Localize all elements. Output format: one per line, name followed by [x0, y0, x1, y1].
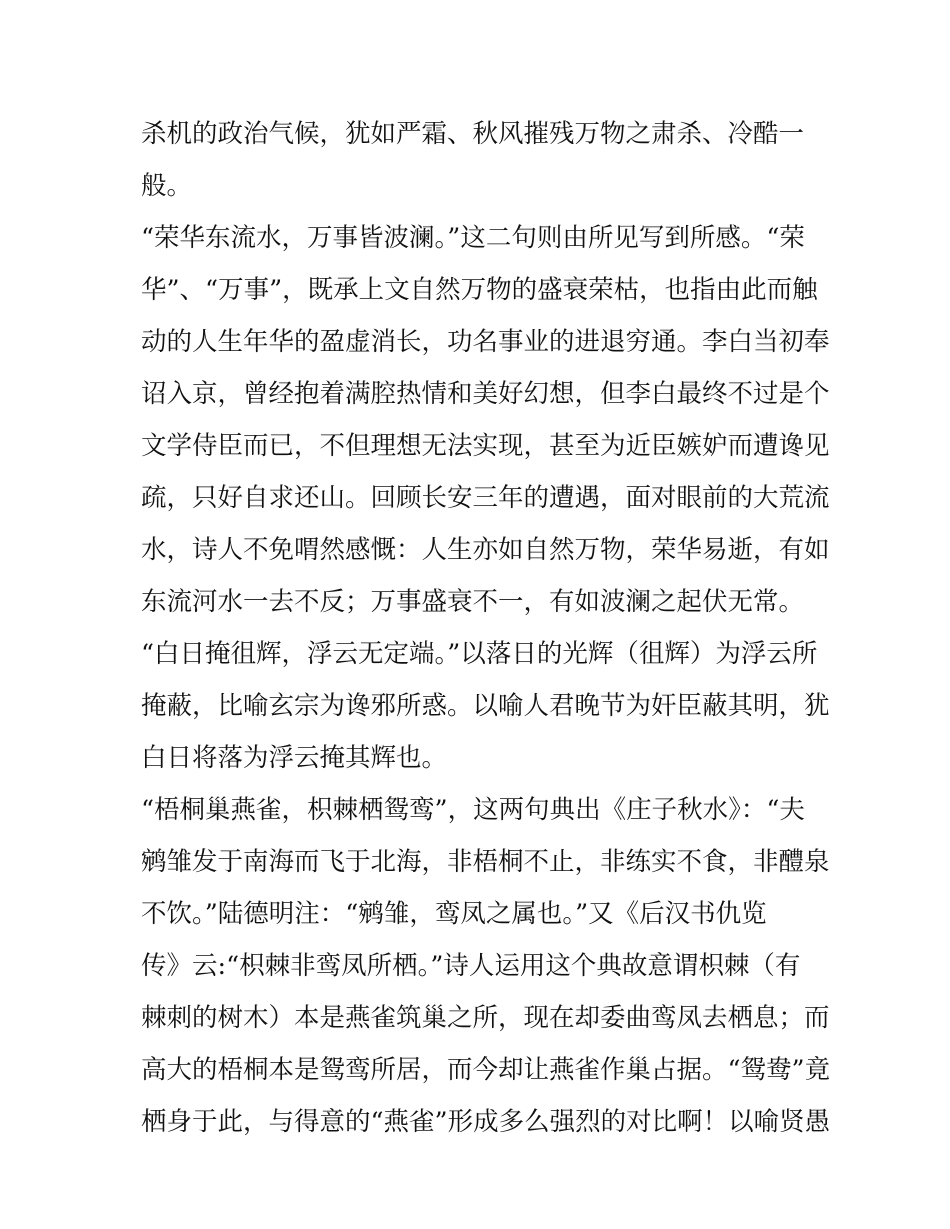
text-line: 疏，只好自求还山。回顾长安三年的遭遇，面对眼前的大荒流	[141, 483, 830, 513]
text-line: 华”、“万事”，既承上文自然万物的盛衰荣枯，也指由此而触	[141, 275, 818, 305]
text-line: 鹓雏发于南海而飞于北海，非梧桐不止，非练实不食，非醴泉	[141, 847, 830, 877]
text-line: 东流河水一去不反；万事盛衰不一，有如波澜之起伏无常。	[141, 587, 805, 617]
text-line: 动的人生年华的盈虚消长，功名事业的进退穷通。李白当初奉	[141, 327, 830, 357]
body-text	[141, 108, 831, 1148]
text-line: 传》云:“枳棘非鸾凤所栖。”诗人运用这个典故意谓枳棘（有	[141, 951, 801, 981]
text-line: 掩蔽，比喻玄宗为谗邪所惑。以喻人君晚节为奸臣蔽其明，犹	[141, 691, 830, 721]
text-line: 栖身于此，与得意的“燕雀”形成多么强烈的对比啊！以喻贤愚	[141, 1107, 831, 1137]
text-line: “白日掩徂辉，浮云无定端。”以落日的光辉（徂辉）为浮云所	[141, 639, 818, 669]
text-line: “梧桐巢燕雀，枳棘栖鸳鸾”，这两句典出《庄子秋水》：“夫	[141, 795, 805, 825]
text-line: 文学侍臣而已，不但理想无法实现，甚至为近臣嫉妒而遭谗见	[141, 431, 830, 461]
text-line: 棘刺的树木）本是燕雀筑巢之所，现在却委曲鸾凤去栖息；而	[141, 1003, 830, 1033]
text-line: 杀机的政治气候，犹如严霜、秋风摧残万物之肃杀、冷酷一	[141, 119, 805, 149]
text-line: 水，诗人不免喟然感慨：人生亦如自然万物，荣华易逝，有如	[141, 535, 830, 565]
text-line: 高大的梧桐本是鸳鸾所居，而今却让燕雀作巢占据。“鸳鸯”竟	[141, 1055, 831, 1085]
text-line: 不饮。”陆德明注：“鹓雏，鸾凤之属也。”又《后汉书仇览	[141, 899, 767, 929]
text-line: 般。	[141, 171, 193, 201]
text-line: 白日将落为浮云掩其辉也。	[141, 743, 448, 773]
text-line: “荣华东流水，万事皆波澜。”这二句则由所见写到所感。“荣	[141, 223, 805, 253]
text-line: 诏入京，曾经抱着满腔热情和美好幻想，但李白最终不过是个	[141, 379, 830, 409]
